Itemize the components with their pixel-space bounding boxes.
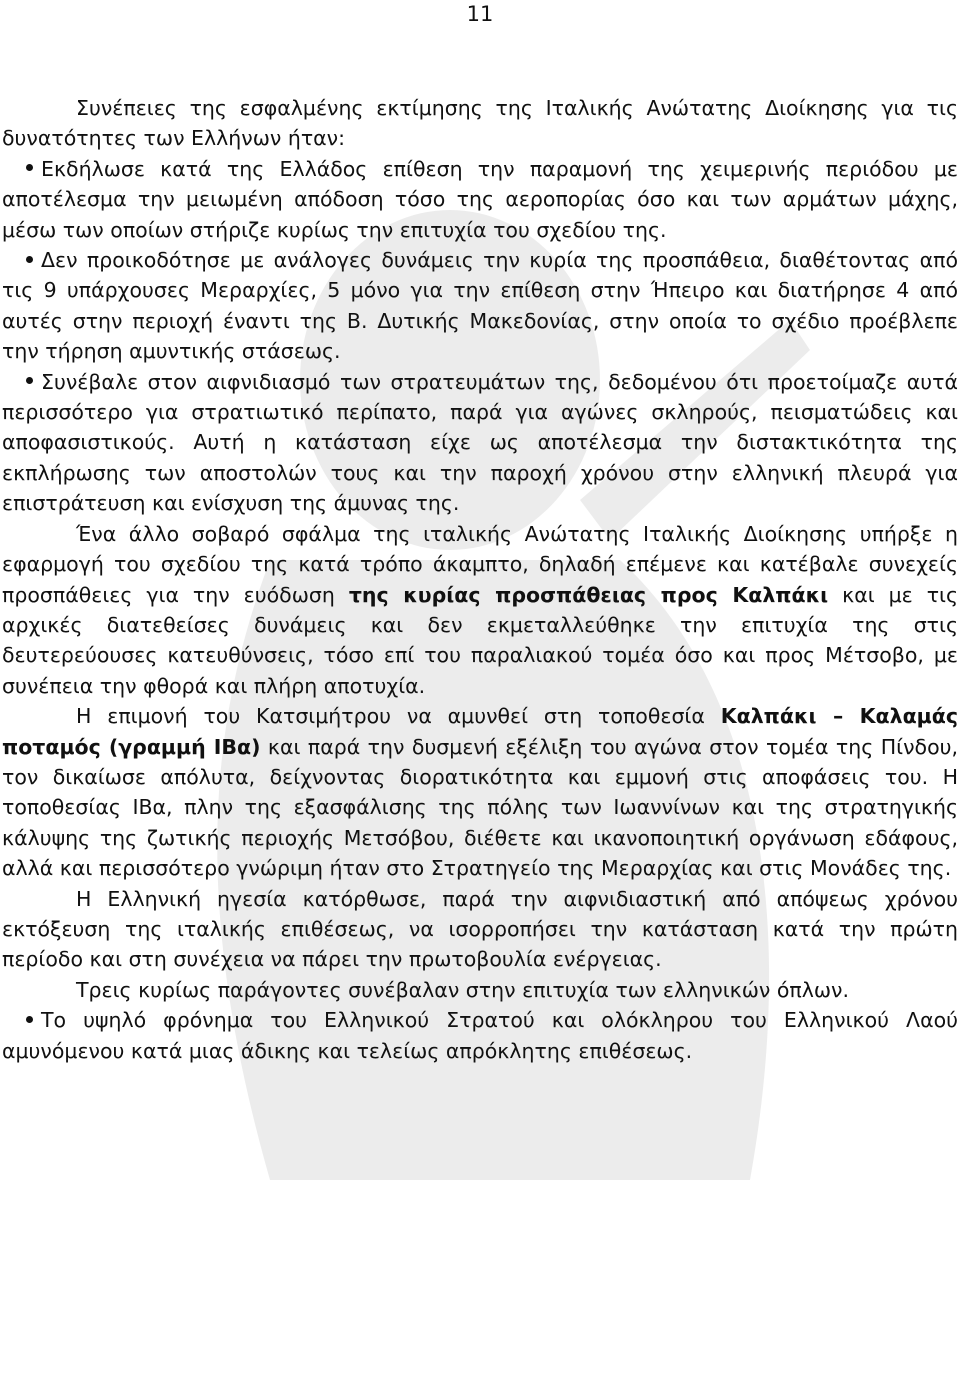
text-run: Δεν προικοδότησε με ανάλογες δυνάμεις την κυρία της προσπάθεια, διαθέτοντας από τις 9 υπάρχουσες Μεραρχίες, 5 μόνο για την επίθεση στην Ήπειρο και διατήρησε 4 από αυτές στην περιοχή έναντι της Β. Δυτικής Μακεδονίας, στην οποία το σχέδιο προέβλεπε την τήρηση αμυντικής στάσεως.	[2, 248, 958, 364]
page-number: 11	[466, 2, 494, 26]
paragraph	[2, 519, 958, 701]
bold-text: Καλπάκι – Καλαμάς ποταμός (γραμμή ΙΒα)	[2, 704, 958, 759]
document-body	[2, 93, 958, 1066]
bullet-icon	[26, 1016, 33, 1023]
paragraph	[2, 93, 958, 154]
text-run: Το υψηλό φρόνημα του Ελληνικού Στρατού και ολόκληρου του Ελληνικού Λαού αμυνόμενου κατά μιας άδικης και τελείως απρόκλητης επιθέσεως.	[2, 1008, 958, 1063]
text-run: Η Ελληνική ηγεσία κατόρθωσε, παρά την αιφνιδιαστική από απόψεως χρόνου εκτόξευση της ιταλικής επιθέσεως, να ισορροπήσει την κατάσταση κατά την πρώτη περίοδο και στη συνέχεια να πάρει την πρωτοβουλία ενέργειας.	[2, 886, 958, 972]
bold-text: της κυρίας προσπάθειας προς Καλπάκι	[348, 582, 829, 607]
text-run: και με τις αρχικές διατεθείσες δυνάμεις και δεν εκμεταλλεύθηκε την επιτυχία της στις δευτερεύουσες κατευθύνσεις, τόσο επί του παραλιακού τομέα όσο και προς Μέτσοβο, με συνέπεια την φθορά και πλήρη αποτυχία.	[2, 582, 959, 698]
text-run: Συνέπειες της εσφαλμένης εκτίμησης της Ιταλικής Ανώτατης Διοίκησης για τις δυνατότητες των Ελλήνων ήταν:	[2, 96, 958, 151]
text-run: Τρεις κυρίως παράγοντες συνέβαλαν στην επιτυχία των ελληνικών όπλων.	[76, 977, 850, 1002]
bullet-icon	[26, 256, 33, 263]
paragraph	[2, 701, 958, 883]
paragraph	[2, 975, 958, 1005]
bullet-paragraph	[2, 1005, 958, 1066]
bullet-paragraph	[2, 154, 958, 245]
text-run: Ένα άλλο σοβαρό σφάλμα της ιταλικής Ανώτατης Ιταλικής Διοίκησης υπήρξε η εφαρμογή του σχεδίου της κατά τρόπο άκαμπτο, δηλαδή επέμενε και κατέβαλε συνεχείς προσπάθειες για την ευόδωση	[2, 521, 958, 607]
paragraph	[2, 884, 958, 975]
text-run: και παρά την δυσμενή εξέλιξη του αγώνα στον τομέα της Πίνδου, τον δικαίωσε απόλυτα, δείχνοντας διορατικότητα και εμμονή στις αποφάσεις του. Η τοποθεσίας ΙΒα, πλην της εξασφάλισης της πόλης των Ιωαννίνων και της στρατηγικής κάλυψης της ζωτικής περιοχής Μετσόβου, διέθετε και ικανοποιητική οργάνωση εδάφους, αλλά και περισσότερο γνώριμη ήταν στο Στρατηγείο της Μεραρχίας και στις Μονάδες της.	[2, 734, 959, 881]
text-run: Εκδήλωσε κατά της Ελλάδος επίθεση την παραμονή της χειμερινής περιόδου με αποτέλεσμα την μειωμένη απόδοση τόσο της αεροπορίας όσο και των αρμάτων μάχης, μέσω των οποίων στήριζε κυρίως την επιτυχία του σχεδίου της.	[2, 156, 958, 242]
bullet-icon	[26, 377, 33, 384]
text-run: Η επιμονή του Κατσιμήτρου να αμυνθεί στη τοποθεσία	[76, 704, 721, 729]
bullet-paragraph	[2, 367, 958, 519]
text-run: Συνέβαλε στον αιφνιδιασμό των στρατευμάτων της, δεδομένου ότι προετοίμαζε αυτά περισσότερο για στρατιωτικό περίπατο, παρά για αγώνες σκληρούς, πεισματώδεις και αποφασιστικούς. Αυτή η κατάσταση είχε ως αποτέλεσμα την διστακτικότητα της εκπλήρωσης των αποστολών τους και την παροχή χρόνου στην ελληνική πλευρά για επιστράτευση και ενίσχυση της άμυνας της.	[2, 369, 958, 516]
bullet-icon	[26, 164, 33, 171]
bullet-paragraph	[2, 245, 958, 367]
